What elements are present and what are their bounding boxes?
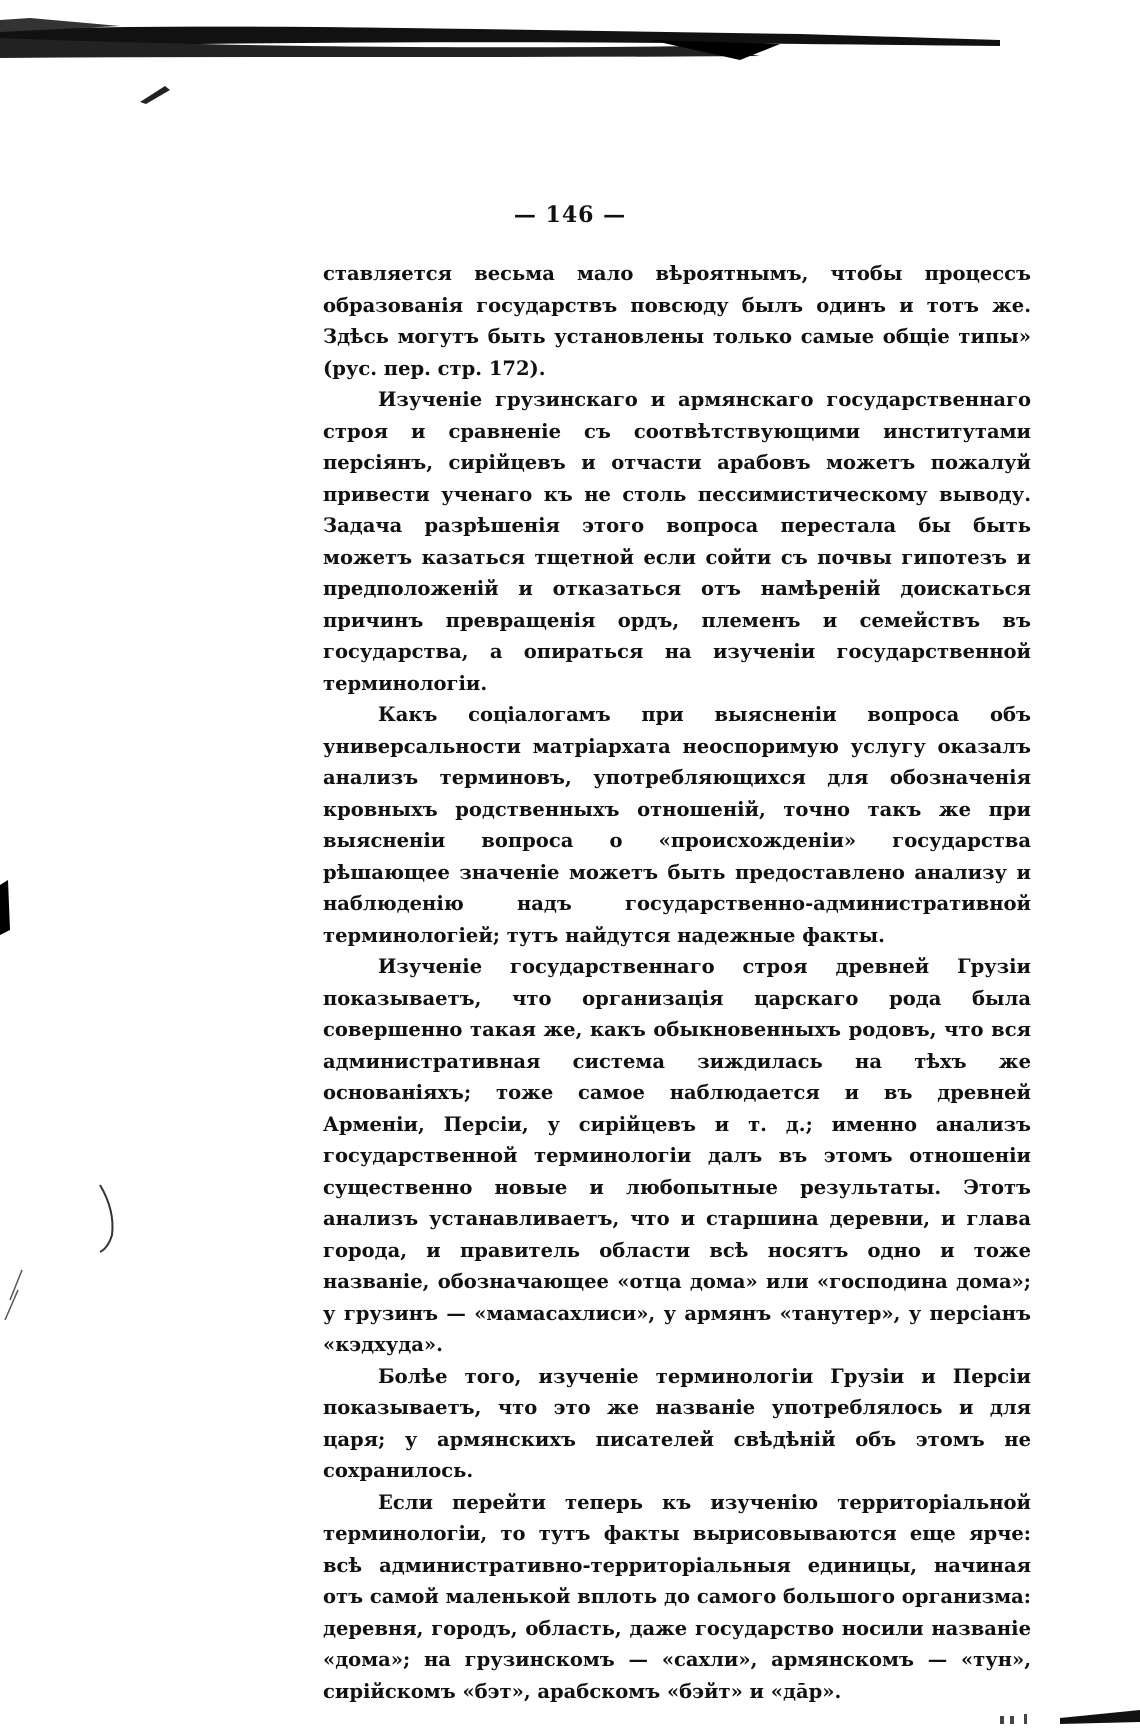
left-edge-line xyxy=(5,1270,22,1320)
left-edge-mark xyxy=(0,880,10,935)
paragraph-king-title: Болѣе того, изученіе терминологіи Грузіи и Персіи показываетъ, что это же названіе употреблялось и для царя; у армянскихъ писателей свѣдѣній объ этомъ не сохранилось. xyxy=(323,1364,1031,1482)
paragraph-ancient-georgia: Изученіе государственнаго строя древней Грузіи показываетъ, что организація царскаго рода была совершенно такая же, какъ обыкновенныхъ родовъ, что вся административная система зиждилась на тѣхъ же основаніяхъ; тоже самое наблюдается и въ древней Арменіи, Персіи, у сирійцевъ и т. д.; именно анализъ государственной терминологіи далъ въ этомъ отношеніи существенно новые и любопытные результаты. Этотъ анализъ устанавливаетъ, что и старшина деревни, и глава города, и правитель области всѣ носятъ одно и тоже названіе, обозначающее «отца дома» или «господина дома»; у грузинъ — «мамасахлиси», у армянъ «танутер», у персіанъ «кэдхуда». xyxy=(323,955,1031,1356)
paragraph-georgian-armenian-state: Изученіе грузинскаго и армянскаго государственнаго строя и сравненіе съ соотвѣтствующими институтами персіянъ, сирійцевъ и отчасти арабовъ можетъ пожалуй привести ученаго къ не столь пессимистическому выводу. Задача разрѣшенія этого вопроса перестала бы быть можетъ казаться тщетной если сойти съ почвы гипотезъ и предположеній и отказаться отъ намѣреній доискаться причинъ превращенія ордъ, племенъ и семействъ въ государства, а опираться на изученіи государственной терминологіи. xyxy=(323,388,1031,695)
top-ink-smear xyxy=(0,18,1000,60)
paragraph-territorial-terminology: Если перейти теперь къ изученію территоріальной терминологіи, то тутъ факты вырисовываются еще ярче: всѣ административно-территоріальныя единицы, начиная отъ самой маленькой вплоть до самого большого организма: деревня, городъ, область, даже государство носили названіе «дома»; на грузинскомъ — «сахли», армянскомъ — «тун», сирійскомъ «бэт», арабскомъ «бэйт» и «дāр». xyxy=(323,1490,1031,1703)
paragraph-continuation: ставляется весьма мало вѣроятнымъ, чтобы процессъ образованія государствъ повсюду былъ одинъ и тотъ же. Здѣсь могутъ быть установлены только самые общіе типы» (рус. пер. стр. 172). xyxy=(323,262,1031,380)
page-number: — 146 — xyxy=(513,202,627,228)
left-edge-bracket xyxy=(100,1185,113,1252)
body-text xyxy=(323,258,1031,1707)
small-smudge xyxy=(140,86,170,104)
bottom-ink-smear xyxy=(1000,1710,1140,1724)
paragraph-sociologists-matriarchy: Какъ соціалогамъ при выясненіи вопроса объ универсальности матріархата неоспоримую услугу оказалъ анализъ терминовъ, употребляющихся для обозначенія кровныхъ родственныхъ отношеній, точно такъ же при выясненіи вопроса о «происхожденіи» государства рѣшающее значеніе можетъ быть предоставлено анализу и наблюденію надъ государственно-административной терминологіей; тутъ найдутся надежные факты. xyxy=(323,703,1031,947)
